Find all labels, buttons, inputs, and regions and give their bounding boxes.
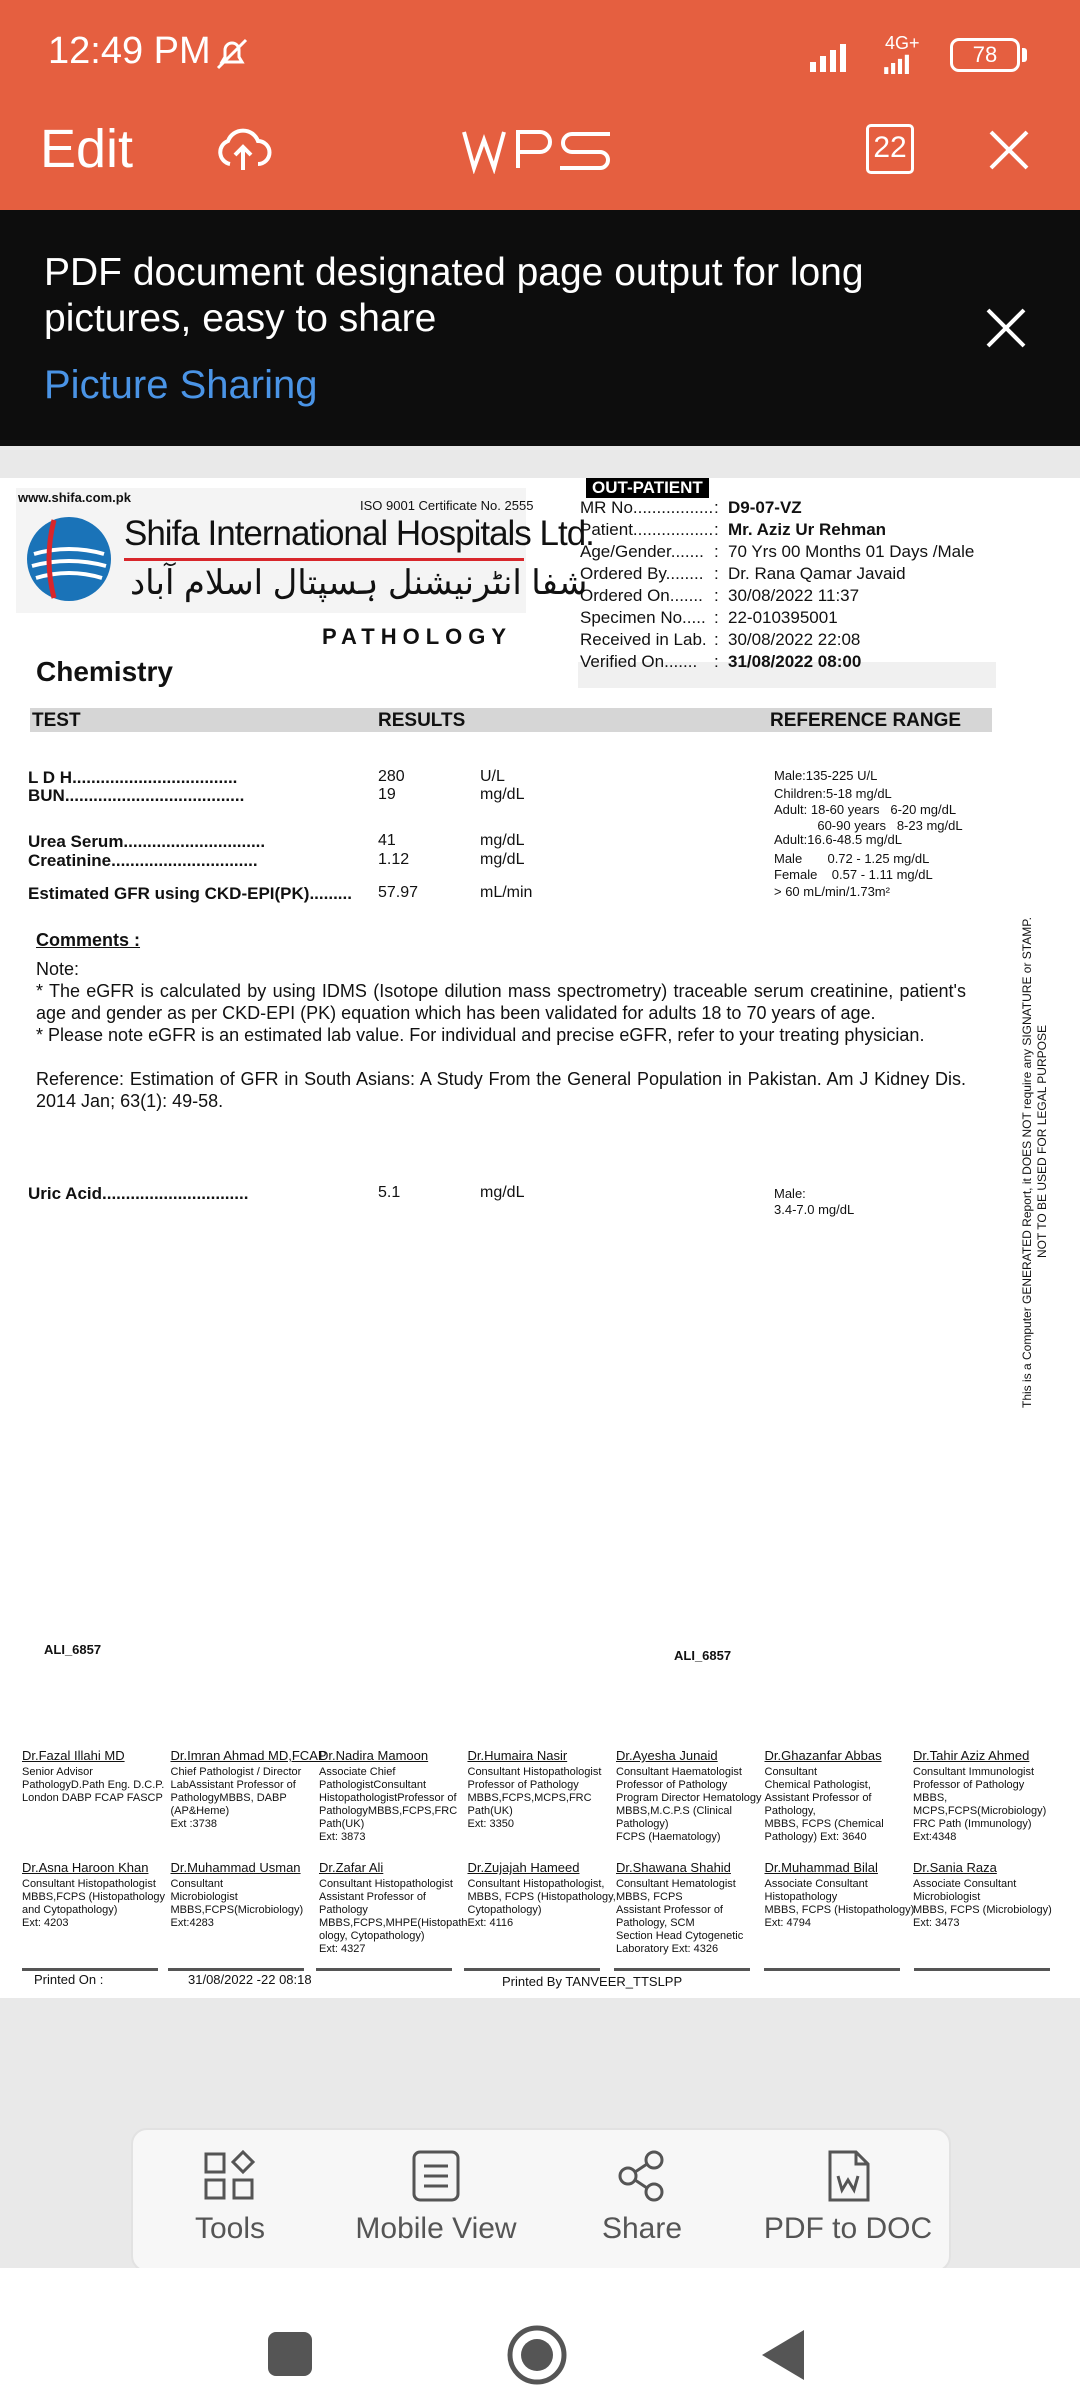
doctor-detail: PathologyD.Path Eng. D.C.P. [22, 1779, 165, 1791]
doctor-detail: Associate Chief [319, 1766, 396, 1778]
bottom-toolbar [131, 2128, 951, 2272]
info-colon: : [714, 498, 719, 517]
doctor-name: Dr.Zujajah Hameed [467, 1860, 580, 1875]
status-time: 12:49 PM [48, 30, 211, 72]
doctor-detail: Histopathology [764, 1891, 838, 1903]
edit-button[interactable]: Edit [40, 119, 134, 179]
info-value: 30/08/2022 11:37 [728, 586, 860, 605]
info-label: Ordered On....... [580, 586, 703, 605]
doctor-detail: (AP&Heme) [170, 1805, 230, 1817]
reference-range: 3.4-7.0 mg/dL [774, 1202, 855, 1217]
doctor-detail: MBBS,M.C.P.S (Clinical [616, 1805, 732, 1817]
section-title: Chemistry [36, 656, 173, 687]
doctor-detail: Consultant Immunologist [913, 1766, 1035, 1778]
doctor-detail: MBBS, FCPS [616, 1891, 683, 1903]
doctor-detail: Consultant Histopathologist [319, 1878, 453, 1890]
signal-icon [810, 40, 856, 72]
test-name: Uric Acid............................... [28, 1184, 249, 1203]
doctor-detail: Ext: 4116 [467, 1917, 514, 1929]
top-app-bar [0, 0, 1080, 210]
doctor-detail: ology, Cytopathology) [319, 1930, 425, 1942]
reference-range: Female 0.57 - 1.11 mg/dL [774, 867, 933, 882]
test-name: Creatinine............................... [28, 851, 258, 870]
info-colon: : [714, 586, 719, 605]
doctor-detail: PathologyMBBS,FCPS,FRC [319, 1805, 458, 1817]
doctor-detail: Pathology) [616, 1818, 669, 1830]
doctor-detail: Path(UK) [467, 1805, 513, 1817]
info-value: 31/08/2022 08:00 [728, 652, 862, 671]
doctor-detail: MBBS, FCPS (Histopathology) [764, 1904, 915, 1916]
info-label: Patient................. [580, 520, 714, 539]
reference-range: Adult:16.6-48.5 mg/dL [774, 832, 902, 847]
doctor-detail: Assistant Professor of [319, 1891, 426, 1903]
system-nav-bar [0, 2268, 1080, 2400]
close-icon[interactable] [984, 306, 1028, 350]
header-underline [124, 558, 524, 561]
doctor-detail: Consultant [764, 1766, 818, 1778]
reference-range: Male 0.72 - 1.25 mg/dL [774, 851, 930, 866]
info-colon: : [714, 520, 719, 539]
doctor-name: Dr.Muhammad Bilal [764, 1860, 878, 1875]
share-button[interactable] [547, 2148, 737, 2246]
test-value: 19 [378, 786, 396, 803]
hospital-name-urdu: شفا انٹرنیشنل ہسپتال اسلام آباد [130, 564, 588, 602]
user-id: ALI_6857 [674, 1648, 732, 1663]
test-unit: mL/min [480, 884, 533, 901]
doctor-detail: PathologyMBBS, DABP [170, 1792, 287, 1804]
doctor-detail: Professor of Pathology [913, 1779, 1025, 1791]
doctor-detail: Consultant Histopathologist [22, 1878, 156, 1890]
test-value: 1.12 [378, 851, 410, 868]
home-icon[interactable] [506, 2324, 568, 2386]
test-value: 5.1 [378, 1184, 401, 1201]
doctor-detail: MBBS,FCPS,MHPE(Histopath [319, 1917, 468, 1929]
test-unit: U/L [480, 768, 505, 785]
doctor-detail: Section Head Cytogenetic [616, 1930, 744, 1942]
printed-on-label: Printed On : [34, 1972, 104, 1987]
doctor-detail: Ext: 4794 [764, 1917, 811, 1929]
hospital-logo-icon [24, 514, 114, 604]
doctor-detail: MBBS, FCPS (Chemical [764, 1818, 884, 1830]
col-test: TEST [32, 710, 81, 731]
side-note-line: NOT TO BE USED FOR LEGAL PURPOSE [1035, 1025, 1049, 1258]
share-label: Share [601, 2212, 683, 2245]
reference-range: 60-90 years 8-23 mg/dL [774, 818, 963, 833]
info-value: Dr. Rana Qamar Javaid [728, 564, 906, 583]
doctor-detail: Pathology [319, 1904, 368, 1916]
network-type: 4G+ [885, 33, 920, 53]
info-colon: : [714, 608, 719, 627]
share-banner [0, 210, 1080, 446]
doctor-detail: FCPS (Haematology) [616, 1831, 721, 1843]
doctor-name: Dr.Tahir Aziz Ahmed [913, 1748, 1030, 1763]
info-label: Ordered By........ [580, 564, 704, 583]
comment-line: * The eGFR is calculated by using IDMS (Isotope dilution mass spectrometry) traceable serum creatinine, patient's age and gender as per CKD-EPI (PK) equation which has been validated for adults 18 to 70 years of age. [36, 981, 966, 1023]
doctor-detail: Consultant Hematologist [616, 1878, 736, 1890]
doctor-detail: Laboratory Ext: 4326 [616, 1943, 719, 1955]
test-name: BUN...................................... [28, 786, 245, 805]
signal-icon [880, 52, 920, 74]
doctor-name: Dr.Ayesha Junaid [616, 1748, 718, 1763]
doctor-detail: Senior Advisor [22, 1766, 93, 1778]
footer-rule [764, 1968, 900, 1971]
info-value: Mr. Aziz Ur Rehman [728, 520, 887, 539]
doctor-name: Dr.Shawana Shahid [616, 1860, 731, 1875]
reference-range: > 60 mL/min/1.73m² [774, 884, 890, 899]
printed-by: Printed By TANVEER_TTSLPP [502, 1974, 683, 1989]
battery-icon [1022, 48, 1027, 62]
doctor-detail: Ext:4348 [913, 1831, 957, 1843]
wps-logo [460, 126, 620, 174]
info-colon: : [714, 564, 719, 583]
comment-line: Reference: Estimation of GFR in South Asians: A Study From the General Population in Pakistan. Am J Kidney Dis. 2014 Jan; 63(1): 49-58. [36, 1069, 966, 1111]
doctor-detail: Pathology, SCM [616, 1917, 695, 1929]
doctor-detail: Consultant Histopathologist [467, 1766, 602, 1778]
mobile-view-button[interactable] [341, 2148, 531, 2246]
doctor-detail: Chief Pathologist / Director [170, 1766, 302, 1778]
tools-label: Tools [194, 2212, 266, 2245]
comments-title: Comments : [36, 930, 141, 950]
doctor-detail: Professor of Pathology [467, 1779, 579, 1791]
footer-rule [22, 1968, 158, 1971]
doctor-detail: MBBS,FCPS(Microbiology) [170, 1904, 304, 1916]
doctor-detail: MCPS,FCPS(Microbiology) [913, 1805, 1047, 1817]
cloud-upload-icon[interactable] [214, 124, 272, 174]
doctor-name: Dr.Imran Ahmad MD,FCAP [170, 1748, 327, 1763]
info-colon: : [714, 652, 719, 671]
doctor-detail: Associate Consultant [764, 1878, 868, 1890]
reference-range: Male:135-225 U/L [774, 768, 878, 783]
doctor-name: Dr.Nadira Mamoon [319, 1748, 429, 1763]
test-name: Urea Serum.............................. [28, 832, 266, 851]
patient-type: OUT-PATIENT [586, 478, 709, 498]
page-count-button[interactable]: 22 [866, 124, 914, 174]
doctor-name: Dr.Fazal Illahi MD [22, 1748, 125, 1763]
hospital-name: Shifa International Hospitals Ltd. [124, 514, 594, 553]
footer-rule [168, 1968, 304, 1971]
doctor-detail: Professor of Pathology [616, 1779, 728, 1791]
info-label: Age/Gender....... [580, 542, 704, 561]
test-unit: mg/dL [480, 1184, 525, 1201]
printed-on: 31/08/2022 -22 08:18 [188, 1972, 312, 1987]
doctor-detail: MBBS,FCPS (Histopathology [22, 1891, 166, 1903]
doctor-detail: Assistant Professor of [616, 1904, 723, 1916]
doctor-detail: Chemical Pathologist, [764, 1779, 871, 1791]
test-unit: mg/dL [480, 832, 525, 849]
footer-rule [614, 1968, 750, 1971]
doctor-detail: MBBS,FCPS,MCPS,FRC [467, 1792, 592, 1804]
department: PATHOLOGY [322, 624, 513, 649]
doctor-detail: and Cytopathology) [22, 1904, 118, 1916]
comments [36, 958, 966, 1112]
test-name: L D H................................... [28, 768, 238, 787]
test-name: Estimated GFR using CKD-EPI(PK)......... [28, 884, 352, 903]
info-colon: : [714, 630, 719, 649]
mobile-view-icon [408, 2148, 464, 2204]
picture-sharing-link[interactable]: Picture Sharing [44, 363, 318, 407]
info-value: 30/08/2022 22:08 [728, 630, 861, 649]
doctor-detail: FRC Path (Immunology) [913, 1818, 1032, 1830]
doctor-detail: London DABP FCAP FASCP [22, 1792, 163, 1804]
doctor-name: Dr.Sania Raza [913, 1860, 997, 1875]
doctor-detail: Assistant Professor of [764, 1792, 872, 1804]
doctor-name: Dr.Muhammad Usman [170, 1860, 301, 1875]
share-icon [614, 2148, 670, 2204]
doctor-detail: Program Director Hematology [616, 1792, 762, 1804]
info-label: MR No................. [580, 498, 714, 517]
reference-range: Male: [774, 1186, 806, 1201]
doctor-detail: MBBS, [913, 1792, 948, 1804]
test-unit: mg/dL [480, 851, 525, 868]
info-value: 70 Yrs 00 Months 01 Days /Male [728, 542, 975, 561]
muted-bell-icon [212, 34, 252, 74]
doctor-name: Dr.Ghazanfar Abbas [764, 1748, 882, 1763]
doctor-detail: Associate Consultant [913, 1878, 1017, 1890]
reference-range: Children:5-18 mg/dL [774, 786, 892, 801]
doctor-name: Dr.Zafar Ali [319, 1860, 384, 1875]
banner-message: PDF document designated page output for long pictures, easy to share [44, 251, 864, 340]
comment-line: * Please note eGFR is an estimated lab value. For individual and precise eGFR, refer to your treating physician. [36, 1025, 925, 1045]
tools-button[interactable] [135, 2148, 325, 2246]
info-label: Verified On....... [580, 652, 698, 671]
side-note-line: This is a Computer GENERATED Report, it DOES NOT require any SIGNATURE or STAMP. [1020, 916, 1034, 1408]
info-colon: : [714, 542, 719, 561]
doctor-detail: Ext:4283 [170, 1917, 214, 1929]
pdf-to-doc-button[interactable] [753, 2148, 943, 2246]
footer-rule [464, 1968, 600, 1971]
info-value: D9-07-VZ [728, 498, 802, 517]
info-value: 22-010395001 [728, 608, 838, 627]
doctor-detail: Pathology, [764, 1805, 816, 1817]
doctor-name: Dr.Humaira Nasir [467, 1748, 568, 1763]
doctor-detail: Path(UK) [319, 1818, 365, 1830]
doctor-detail: Ext: 3350 [467, 1818, 514, 1830]
doctor-detail: Ext: 3473 [913, 1917, 960, 1929]
doctor-detail: Ext: 4327 [319, 1943, 366, 1955]
pdf-to-doc-icon [820, 2148, 876, 2204]
doctor-detail: Pathology) Ext: 3640 [764, 1831, 867, 1843]
doctor-detail: HistopathologistProfessor of [319, 1792, 457, 1804]
close-icon[interactable] [985, 126, 1033, 174]
recents-icon[interactable] [268, 2332, 312, 2376]
col-results: RESULTS [378, 710, 466, 731]
footer-rule [316, 1968, 452, 1971]
col-reference: REFERENCE RANGE [770, 710, 962, 731]
test-value: 280 [378, 768, 405, 785]
doctor-detail: Ext :3738 [170, 1818, 217, 1830]
back-icon[interactable] [760, 2328, 806, 2382]
battery-level: 78 [950, 38, 1020, 72]
website: www.shifa.com.pk [18, 490, 131, 505]
doctor-detail: Microbiologist [170, 1891, 238, 1903]
footer-rule [914, 1968, 1050, 1971]
info-label: Received in Lab. [580, 630, 707, 649]
reference-range: Adult: 18-60 years 6-20 mg/dL [774, 802, 957, 817]
document-page[interactable] [0, 478, 1080, 1998]
iso-certificate: ISO 9001 Certificate No. 2555 [360, 498, 534, 513]
doctor-detail: Cytopathology) [467, 1904, 542, 1916]
tools-icon [202, 2148, 258, 2204]
side-note [1020, 916, 1049, 1428]
doctor-detail: Microbiologist [913, 1891, 981, 1903]
doctor-detail: Consultant Haematologist [616, 1766, 742, 1778]
doctor-detail: MBBS, FCPS (Microbiology) [913, 1904, 1052, 1916]
test-unit: mg/dL [480, 786, 525, 803]
doctor-detail: Ext: 3873 [319, 1831, 366, 1843]
pdf-to-doc-label: PDF to DOC [763, 2212, 933, 2245]
mobile-view-label: Mobile View [355, 2212, 517, 2245]
info-label: Specimen No..... [580, 608, 706, 627]
doctor-detail: Ext: 4203 [22, 1917, 69, 1929]
user-id: ALI_6857 [44, 1642, 102, 1657]
doctor-detail: MBBS, FCPS (Histopathology, [467, 1891, 616, 1903]
test-value: 41 [378, 832, 396, 849]
comment-line: Note: [36, 959, 80, 979]
doctor-detail: Consultant Histopathologist, [467, 1878, 605, 1890]
test-value: 57.97 [378, 884, 419, 901]
doctor-name: Dr.Asna Haroon Khan [22, 1860, 149, 1875]
doctor-detail: PathologistConsultant [319, 1779, 427, 1791]
doctor-detail: LabAssistant Professor of [170, 1779, 296, 1791]
doctor-detail: Consultant [170, 1878, 224, 1890]
